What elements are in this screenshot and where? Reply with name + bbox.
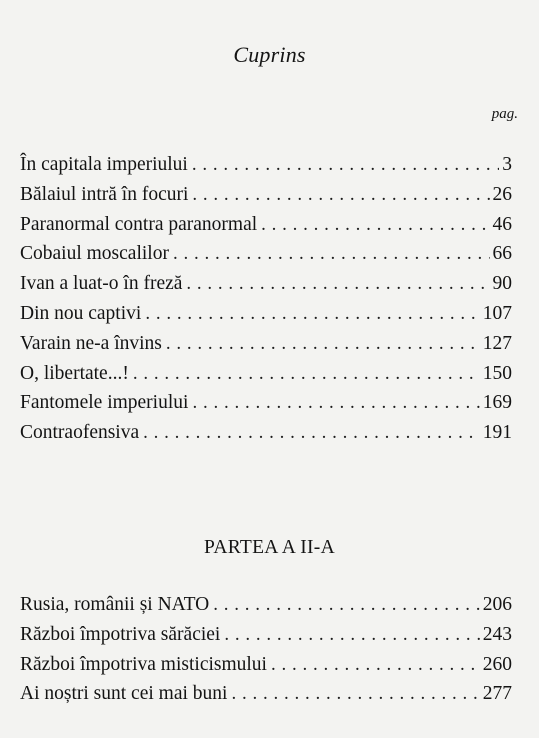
toc-entry-title: Cobaiul moscalilor xyxy=(20,243,169,265)
toc-entry-page: 150 xyxy=(482,362,512,384)
toc-entry xyxy=(20,388,512,418)
toc-entry-title: Fantomele imperiului xyxy=(20,392,189,414)
toc-part-1 xyxy=(20,150,512,448)
toc-entry xyxy=(20,299,512,329)
toc-entry-page: 90 xyxy=(492,273,512,295)
page-title: Cuprins xyxy=(233,42,306,67)
toc-entry xyxy=(20,180,512,210)
toc-entry xyxy=(20,418,512,448)
toc-part-2 xyxy=(20,590,512,709)
dot-leader xyxy=(173,239,490,269)
toc-entry-page: 243 xyxy=(482,623,512,645)
toc-entry xyxy=(20,590,512,620)
part-heading: PARTEA A II-A xyxy=(204,537,335,558)
toc-entry xyxy=(20,239,512,269)
toc-entry-title: Contraofensiva xyxy=(20,422,140,444)
toc-entry-title: Paranormal contra paranormal xyxy=(20,213,258,235)
toc-entry-title: Din nou captivi xyxy=(20,302,142,324)
toc-entry-title: Rusia, românii și NATO xyxy=(20,594,210,615)
dot-leader xyxy=(143,418,480,448)
toc-entry-page: 127 xyxy=(482,332,512,354)
toc-entry xyxy=(20,269,512,299)
toc-entry xyxy=(20,679,512,709)
toc-entry-page: 66 xyxy=(492,243,512,265)
toc-entry-page: 46 xyxy=(492,213,512,235)
toc-entry-page: 191 xyxy=(482,422,512,444)
toc-entry xyxy=(20,329,512,359)
dot-leader xyxy=(192,150,499,180)
toc-entry-title: În capitala imperiului xyxy=(20,154,188,175)
dot-leader xyxy=(192,180,489,210)
toc-entry-page: 206 xyxy=(482,594,512,615)
toc-entry-title: Ivan a luat-o în freză xyxy=(20,273,183,295)
toc-entry-page: 3 xyxy=(502,154,512,175)
toc-entry-page: 107 xyxy=(482,302,512,324)
dot-leader xyxy=(186,269,489,299)
toc-entry-title: Război împotriva sărăciei xyxy=(20,623,221,645)
toc-entry xyxy=(20,210,512,240)
toc-entry xyxy=(20,650,512,680)
toc-entry-page: 169 xyxy=(482,392,512,414)
toc-entry-title: Ai noștri sunt cei mai buni xyxy=(20,683,228,705)
toc-entry-page: 260 xyxy=(482,653,512,675)
toc-entry-page: 277 xyxy=(482,683,512,705)
dot-leader xyxy=(271,650,480,680)
toc-entry xyxy=(20,150,512,180)
dot-leader xyxy=(145,299,479,329)
toc-entry-title: Război împotriva misticismului xyxy=(20,653,267,675)
dot-leader xyxy=(192,388,479,418)
dot-leader xyxy=(166,329,480,359)
dot-leader xyxy=(224,620,479,650)
toc-entry xyxy=(20,359,512,389)
dot-leader xyxy=(231,679,479,709)
toc-entry xyxy=(20,620,512,650)
toc-entry-title: Bălaiul intră în focuri xyxy=(20,183,189,205)
page-column-label: pag. xyxy=(491,106,518,122)
toc-entry-title: Varain ne-a învins xyxy=(20,332,162,354)
dot-leader xyxy=(213,590,480,620)
toc-entry-page: 26 xyxy=(492,183,512,205)
toc-entry-title: O, libertate...! xyxy=(20,362,129,384)
dot-leader xyxy=(261,210,489,240)
dot-leader xyxy=(133,359,480,389)
